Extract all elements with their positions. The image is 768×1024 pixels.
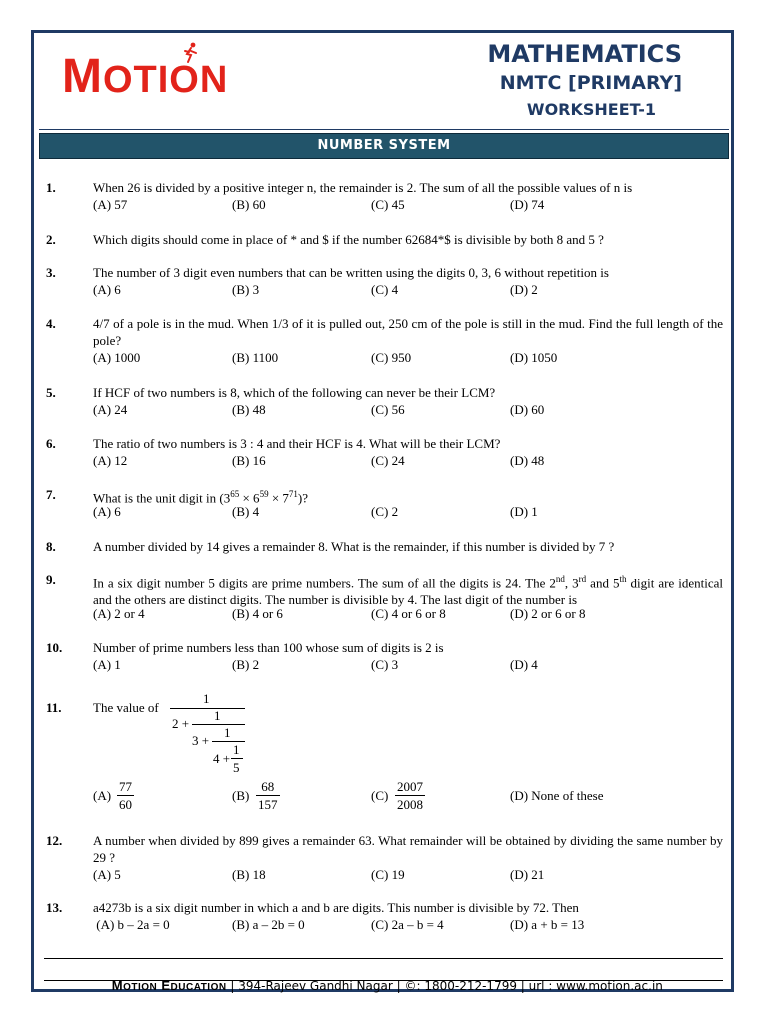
option-a[interactable]: (A) b – 2a = 0 — [93, 917, 170, 932]
option-a[interactable]: (A) 6 — [93, 504, 121, 519]
footer-contact[interactable]: : 1800-212-1799 | url : www.motion.ac.in — [416, 979, 663, 993]
footer — [44, 962, 723, 996]
footer-address: | 394-Rajeev Gandhi Nagar | — [226, 979, 405, 993]
option-a[interactable]: (A) 2 or 4 — [93, 606, 145, 621]
subject-title: MATHEMATICS — [487, 40, 682, 68]
option-c[interactable]: (C) 4 — [371, 282, 399, 297]
runner-icon — [182, 42, 200, 64]
option-c[interactable]: (C) 24 — [371, 453, 405, 468]
header-divider — [39, 129, 729, 130]
footer-brand: MOTION EDUCATION — [111, 978, 227, 993]
option-b[interactable]: (B) 18 — [232, 867, 266, 882]
option-a[interactable]: (A) 1000 — [93, 350, 141, 365]
option-d[interactable]: (D) 4 — [510, 657, 538, 672]
option-d[interactable]: (D) 48 — [510, 453, 545, 468]
option-c[interactable]: (C) 2a – b = 4 — [371, 917, 444, 932]
option-b[interactable]: (B) a – 2b = 0 — [232, 917, 305, 932]
option-d[interactable]: (D) 1050 — [510, 350, 558, 365]
option-d[interactable]: (D) a + b = 13 — [510, 917, 585, 932]
option-a[interactable]: (A) 24 — [93, 402, 128, 417]
section-banner: NUMBER SYSTEM — [39, 133, 729, 159]
motion-logo: MOTION — [62, 52, 228, 105]
option-a[interactable]: (A) 12 — [93, 453, 128, 468]
option-d[interactable]: (D) 1 — [510, 504, 538, 519]
option-d[interactable]: (D) 2 — [510, 282, 538, 297]
option-a[interactable]: (A) 1 — [93, 657, 121, 672]
option-b[interactable]: (B) 4 — [232, 504, 260, 519]
option-b[interactable]: (B) 4 or 6 — [232, 606, 283, 621]
option-b[interactable]: (B) 60 — [232, 197, 266, 212]
option-d[interactable]: (D) 2 or 6 or 8 — [510, 606, 586, 621]
option-b[interactable]: (B) 3 — [232, 282, 260, 297]
option-c[interactable]: (C) 45 — [371, 197, 405, 212]
worksheet-title: WORKSHEET-1 — [526, 100, 656, 119]
option-b[interactable]: (B) 2 — [232, 657, 260, 672]
option-b[interactable]: (B) 16 — [232, 453, 266, 468]
footer-divider-bottom — [44, 980, 723, 981]
option-b[interactable]: (B) 48 — [232, 402, 266, 417]
option-d[interactable]: (D) 21 — [510, 867, 545, 882]
option-c[interactable]: (C) 2 — [371, 504, 399, 519]
option-b[interactable]: (B) 1100 — [232, 350, 279, 365]
option-d[interactable]: (D) 74 — [510, 197, 545, 212]
option-c[interactable]: (C) 3 — [371, 657, 399, 672]
option-c[interactable]: (C) 950 — [371, 350, 412, 365]
option-a[interactable]: (A) 6 — [93, 282, 121, 297]
option-d[interactable]: (D) None of these — [510, 788, 604, 803]
footer-divider-top — [44, 958, 723, 959]
option-d[interactable]: (D) 60 — [510, 402, 545, 417]
option-c[interactable]: (C) 56 — [371, 402, 405, 417]
option-c[interactable]: (C) 4 or 6 or 8 — [371, 606, 446, 621]
exam-title: NMTC [PRIMARY] — [499, 72, 682, 94]
option-a[interactable]: (A) 5 — [93, 867, 121, 882]
option-c[interactable]: (C) 19 — [371, 867, 405, 882]
option-a[interactable]: (A) 57 — [93, 197, 128, 212]
phone-icon: © — [404, 979, 417, 993]
